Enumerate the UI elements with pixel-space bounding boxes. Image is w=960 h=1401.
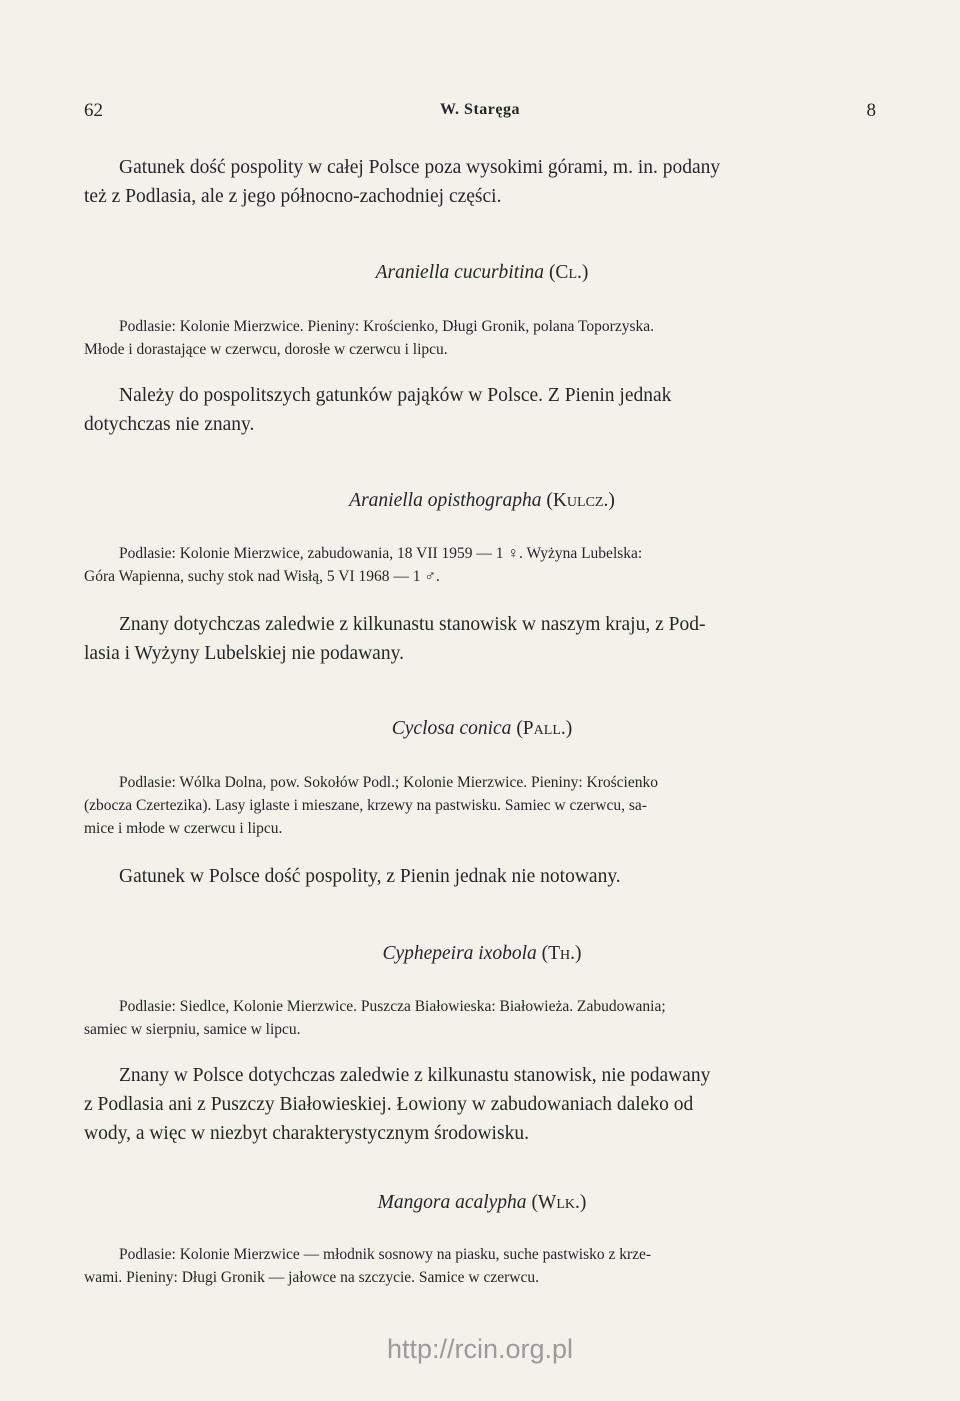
section-number: 8 bbox=[866, 100, 876, 121]
comment-paragraph: Gatunek w Polsce dość pospolity, z Pienin jednak nie notowany. bbox=[119, 866, 621, 887]
species-name: Cyclosa conica bbox=[391, 718, 512, 739]
species-author: (Kulcz.) bbox=[546, 490, 615, 511]
species-heading bbox=[84, 943, 880, 965]
records-paragraph: Podlasie: Kolonie Mierzwice, zabudowania, 18 VII 1959 — 1 ♀. Wyżyna Lubelska: Góra Wapienna, suchy stok nad Wisłą, 5 VI 1968 — 1 ♂. bbox=[84, 545, 643, 585]
species-heading bbox=[84, 1192, 880, 1214]
species-name: Araniella opisthographa bbox=[349, 490, 542, 511]
page-number: 62 bbox=[84, 100, 103, 121]
species-name: Mangora acalypha bbox=[377, 1192, 527, 1213]
records-paragraph: Podlasie: Siedlce, Kolonie Mierzwice. Puszcza Białowieska: Białowieża. Zabudowania; samiec w sierpniu, samice w lipcu. bbox=[84, 998, 666, 1038]
species-heading bbox=[84, 262, 880, 284]
page-header bbox=[84, 100, 876, 130]
species-heading bbox=[84, 718, 880, 740]
records-paragraph: Podlasie: Wólka Dolna, pow. Sokołów Podl.; Kolonie Mierzwice. Pieniny: Krościenko (zbocza Czertezika). Lasy iglaste i mieszane, krzewy na pastwisku. Samiec w czerwcu, sa- mice i młode w czerwcu i lipcu. bbox=[84, 774, 658, 837]
species-heading bbox=[84, 490, 880, 512]
species-author: (Wlk.) bbox=[531, 1192, 587, 1213]
records-paragraph: Podlasie: Kolonie Mierzwice — młodnik sosnowy na piasku, suche pastwisko z krze- wami. Pieniny: Długi Gronik — jałowce na szczycie. Samice w czerwcu. bbox=[84, 1246, 652, 1286]
comment-paragraph: Należy do pospolitszych gatunków pająków w Polsce. Z Pienin jednak dotychczas nie znany. bbox=[84, 385, 672, 435]
species-name: Araniella cucurbitina bbox=[375, 262, 545, 283]
source-watermark: http://rcin.org.pl bbox=[386, 1334, 574, 1364]
running-title: W. Staręga bbox=[440, 101, 520, 118]
species-author: (Pall.) bbox=[516, 718, 573, 739]
records-paragraph: Podlasie: Kolonie Mierzwice. Pieniny: Krościenko, Długi Gronik, polana Toporzyska. Młode i dorastające w czerwcu, dorosłe w czerwcu i lipcu. bbox=[84, 318, 654, 358]
comment-paragraph: Znany w Polsce dotychczas zaledwie z kilkunastu stanowisk, nie podawany z Podlasia ani z Puszczy Białowieskiej. Łowiony w zabudowaniach daleko od wody, a więc w niezbyt charakterystycznym środowisku. bbox=[84, 1065, 711, 1144]
species-author: (Th.) bbox=[541, 943, 582, 964]
species-author: (Cl.) bbox=[548, 262, 589, 283]
comment-paragraph: Znany dotychczas zaledwie z kilkunastu stanowisk w naszym kraju, z Pod- lasia i Wyżyny Lubelskiej nie podawany. bbox=[84, 614, 706, 664]
intro-paragraph: Gatunek dość pospolity w całej Polsce poza wysokimi górami, m. in. podany też z Podlasia, ale z jego północno-zachodniej części. bbox=[84, 157, 721, 207]
species-name: Cyphepeira ixobola bbox=[382, 943, 537, 964]
